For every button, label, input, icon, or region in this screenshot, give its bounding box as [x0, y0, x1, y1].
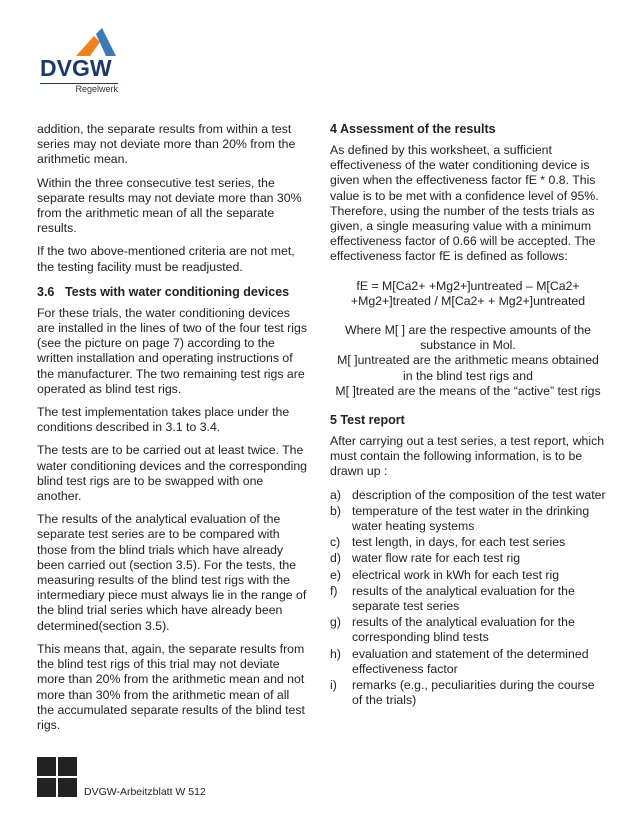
list-item-text: test length, in days, for each test series — [352, 535, 566, 550]
left-column — [37, 122, 309, 741]
paragraph: If the two above-mentioned criteria are not met, the testing facility must be readjusted. — [37, 244, 295, 274]
definition-line: M[ ]treated are the means of the “active” test rigs — [335, 383, 601, 398]
section-heading-5: 5 Test report — [330, 413, 405, 428]
list-item — [330, 551, 606, 566]
list-item-text: results of the analytical evaluation for the corresponding blind tests — [352, 615, 575, 645]
logo-mark-icon — [76, 28, 118, 56]
list-marker: e) — [330, 567, 341, 582]
list-item-text: remarks (e.g., peculiarities during the course of the trials) — [352, 678, 595, 708]
list-item-text: electrical work in kWh for each test rig — [352, 567, 560, 582]
paragraph: addition, the separate results from within a test series may not deviate more than 20% from the arithmetic mean. — [37, 122, 296, 167]
paragraph: The results of the analytical evaluation of the separate test series are to be compared with those from the blind trials which have already been carried out (section 3.5). For the tests, the measuring results of the blind test rigs with the intermediary piece must always lie in the range of the blind trial series which have already been determined(section 3.5). — [37, 512, 307, 633]
list-marker: c) — [330, 535, 341, 550]
paragraph: After carrying out a test series, a test report, which must contain the following information, is to be drawn up : — [330, 434, 605, 479]
list-marker: i) — [330, 678, 337, 693]
section-title: Tests with water conditioning devices — [65, 284, 290, 299]
list-item-text: evaluation and statement of the determined effectiveness factor — [352, 646, 589, 676]
list-marker: b) — [330, 503, 341, 518]
footer-label: DVGW-Arbeitzblatt W 512 — [84, 786, 206, 798]
paragraph: For these trials, the water conditioning devices are installed in the lines of two of the four test rigs (see the picture on page 7) according to the written installation and operating instructions of the manufacturer. The two remaining test rigs are operated as blind test rigs. — [37, 305, 307, 396]
list-item — [330, 488, 606, 503]
logo-wordmark: DVGW — [40, 55, 112, 81]
list-item — [330, 647, 606, 677]
list-marker: f) — [330, 583, 338, 598]
list-item-text: results of the analytical evaluation for the separate test series — [352, 583, 575, 614]
definition-line: Where M[ ] are the respective amounts of the — [344, 323, 592, 338]
list-item — [330, 535, 606, 550]
dvgw-logo — [40, 28, 120, 98]
list-item — [330, 504, 606, 534]
definition-line: in the blind test rigs and — [403, 368, 533, 383]
list-marker: d) — [330, 551, 341, 566]
list-item — [330, 678, 606, 708]
footer-squares-icon — [37, 757, 77, 797]
definition-line: substance in Mol. — [420, 338, 516, 353]
paragraph: Within the three consecutive test series, the separate results may not deviate more than 30% from the arithmetic mean of all the separate results. — [37, 175, 302, 236]
list-item-text: temperature of the test water in the drinking water heating systems — [352, 503, 590, 534]
formula-definitions — [330, 323, 606, 399]
definition-line: M[ ]untreated are the arithmetic means obtained — [337, 353, 599, 368]
list-item — [330, 615, 606, 645]
list-marker: g) — [330, 615, 341, 630]
section-number: 3.6 — [37, 284, 55, 299]
formula-line: +Mg2+]treated / M[Ca2+ + Mg2+]untreated — [350, 293, 586, 308]
list-item — [330, 568, 606, 583]
paragraph: The tests are to be carried out at least twice. The water conditioning devices and the corresponding blind test rigs are to be swapped with one another. — [37, 443, 308, 504]
paragraph: This means that, again, the separate results from the blind test rigs of this trial may not deviate more than 20% from the arithmetic mean and not more than 30% from the arithmetic mean of all the accumulated separate results of the blind test rigs. — [37, 641, 305, 732]
paragraph: The test implementation takes place under the conditions described in 3.1 to 3.4. — [37, 405, 290, 435]
section-heading-4: 4 Assessment of the results — [330, 122, 496, 136]
list-marker: a) — [330, 487, 341, 502]
logo-subtitle: Regelwerk — [75, 84, 118, 94]
report-items-list — [330, 488, 606, 709]
list-marker: h) — [330, 646, 341, 661]
formula-line: fE = M[Ca2+ +Mg2+]untreated – M[Ca2+ — [356, 278, 580, 293]
list-item — [330, 584, 606, 614]
effectiveness-formula — [330, 279, 606, 309]
right-column — [330, 122, 606, 710]
list-item-text: description of the composition of the test water — [352, 487, 606, 502]
paragraph: As defined by this worksheet, a sufficient effectiveness of the water conditioning device is given when the effectiveness factor fE * 0.8. This value is to be met with a confidence level of 95%. Therefore, using the number of the tests trials as given, a single measuring value with a minimum effectiveness factor of 0.66 will be accepted. The effectiveness factor fE is defined as follows: — [330, 143, 599, 264]
section-heading-3-6 — [37, 285, 309, 300]
list-item-text: water flow rate for each test rig — [352, 551, 521, 566]
